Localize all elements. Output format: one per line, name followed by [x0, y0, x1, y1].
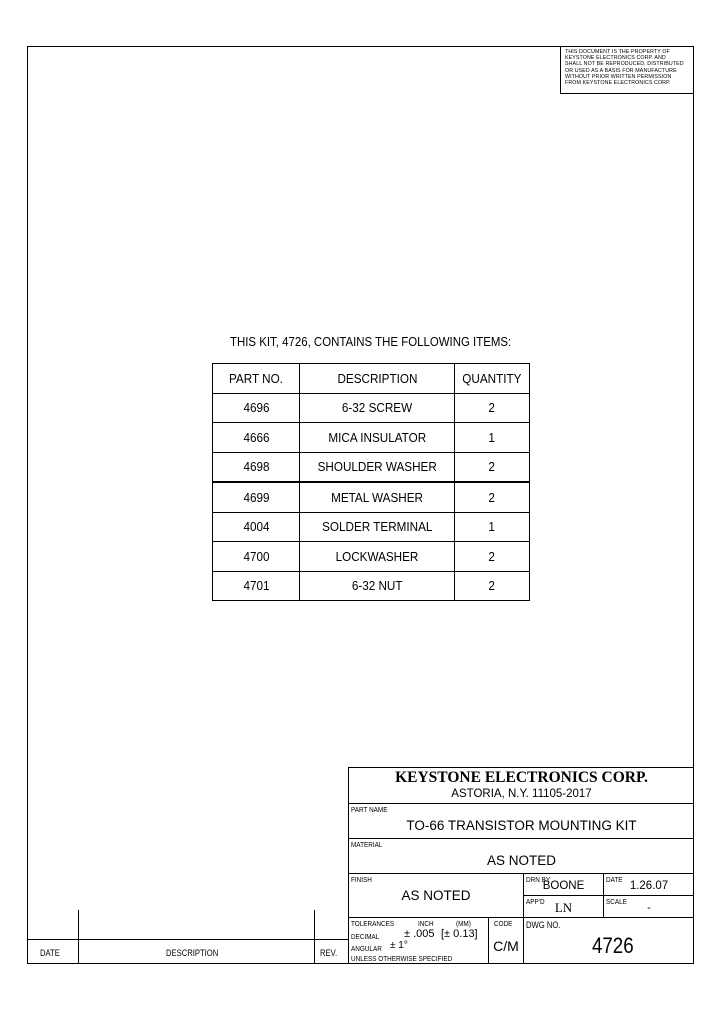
- decimal-inch: ± .005: [404, 928, 435, 940]
- part-number: 4701: [242, 578, 270, 594]
- date-label: DATE: [606, 875, 623, 884]
- appd-value: LN: [554, 900, 573, 915]
- table-row: [213, 423, 530, 453]
- decimal-mm: [± 0.13]: [441, 928, 478, 940]
- finish-value: AS NOTED: [401, 888, 471, 903]
- divider: [523, 895, 694, 896]
- part-description: 6-32 SCREW: [341, 400, 413, 416]
- divider: [348, 873, 694, 874]
- appd-label: APP'D: [526, 897, 545, 906]
- drn-by-label: DRN BY: [526, 875, 551, 884]
- notice-line: KEYSTONE ELECTRONICS CORP. AND: [565, 55, 666, 62]
- part-number: 4004: [242, 519, 270, 535]
- table-row: [213, 512, 530, 542]
- notice-line: WITHOUT PRIOR WRITTEN PERMISSION: [565, 73, 672, 80]
- revision-rev-label: REV.: [320, 948, 338, 958]
- notice-line: FROM KEYSTONE ELECTRONICS CORP.: [565, 80, 671, 87]
- divider: [27, 939, 348, 940]
- part-quantity: 2: [488, 400, 496, 416]
- notice-line: OR USED AS A BASIS FOR MANUFACTURE: [565, 67, 677, 74]
- column-header-quantity: QUANTITY: [462, 370, 522, 386]
- divider: [78, 910, 79, 964]
- divider: [348, 838, 694, 839]
- table-row: [213, 571, 530, 601]
- scale-label: SCALE: [606, 897, 627, 906]
- angular-label: ANGULAR: [351, 944, 382, 953]
- drn-by-value: BOONE: [542, 880, 585, 892]
- date-value: 1.26.07: [629, 880, 669, 892]
- part-number: 4700: [242, 548, 270, 564]
- part-description: MICA INSULATOR: [328, 429, 426, 445]
- part-number: 4698: [242, 459, 270, 475]
- angular-value: ± 1°: [390, 940, 408, 951]
- divider: [348, 803, 694, 804]
- part-description: SOLDER TERMINAL: [321, 519, 433, 535]
- revision-date-label: DATE: [40, 948, 60, 958]
- finish-label: FINISH: [351, 875, 372, 884]
- decimal-label: DECIMAL: [351, 932, 380, 941]
- property-notice: [560, 46, 694, 94]
- divider: [348, 917, 694, 918]
- divider: [523, 917, 524, 964]
- part-description: METAL WASHER: [331, 489, 423, 505]
- company-address: ASTORIA, N.Y. 11105-2017: [451, 788, 592, 800]
- revision-description-label: DESCRIPTION: [166, 948, 219, 958]
- kit-items-table: [212, 363, 530, 601]
- part-number: 4666: [242, 429, 270, 445]
- table-row: [213, 482, 530, 512]
- notice-line: SHALL NOT BE REPRODUCED, DISTRIBUTED: [565, 61, 684, 68]
- notice-line: THIS DOCUMENT IS THE PROPERTY OF: [565, 49, 670, 55]
- part-quantity: 2: [488, 459, 496, 475]
- part-quantity: 2: [488, 489, 496, 505]
- column-header-description: DESCRIPTION: [337, 370, 417, 386]
- company-name: KEYSTONE ELECTRONICS CORP.: [395, 769, 648, 786]
- part-description: SHOULDER WASHER: [317, 459, 437, 475]
- table-row: [213, 452, 530, 482]
- part-name-label: PART NAME: [351, 805, 388, 814]
- dwg-no-label: DWG NO.: [526, 920, 561, 930]
- part-description: 6-32 NUT: [351, 578, 403, 594]
- material-label: MATERIAL: [351, 840, 383, 849]
- divider: [314, 910, 315, 964]
- code-value: C/M: [493, 938, 519, 954]
- part-name: TO-66 TRANSISTOR MOUNTING KIT: [406, 818, 637, 833]
- column-header-part: PART NO.: [229, 370, 283, 386]
- table-row: [213, 393, 530, 423]
- kit-heading: THIS KIT, 4726, CONTAINS THE FOLLOWING ITEMS:: [230, 334, 512, 349]
- mm-label: (MM): [456, 919, 471, 928]
- table-header-row: [213, 364, 530, 394]
- drawing-number: 4726: [592, 933, 634, 958]
- part-description: LOCKWASHER: [335, 548, 419, 564]
- part-number: 4699: [242, 489, 270, 505]
- tolerances-label: TOLERANCES: [351, 919, 395, 928]
- part-number: 4696: [242, 400, 270, 416]
- part-quantity: 1: [488, 519, 496, 535]
- divider: [348, 767, 694, 768]
- part-quantity: 2: [488, 548, 496, 564]
- part-quantity: 2: [488, 578, 496, 594]
- part-quantity: 1: [488, 429, 496, 445]
- unless-label: UNLESS OTHERWISE SPECIFIED: [351, 954, 453, 963]
- scale-value: -: [647, 902, 651, 914]
- table-row: [213, 542, 530, 572]
- inch-label: INCH: [418, 919, 434, 928]
- material-value: AS NOTED: [486, 853, 556, 868]
- code-label: CODE: [494, 919, 513, 928]
